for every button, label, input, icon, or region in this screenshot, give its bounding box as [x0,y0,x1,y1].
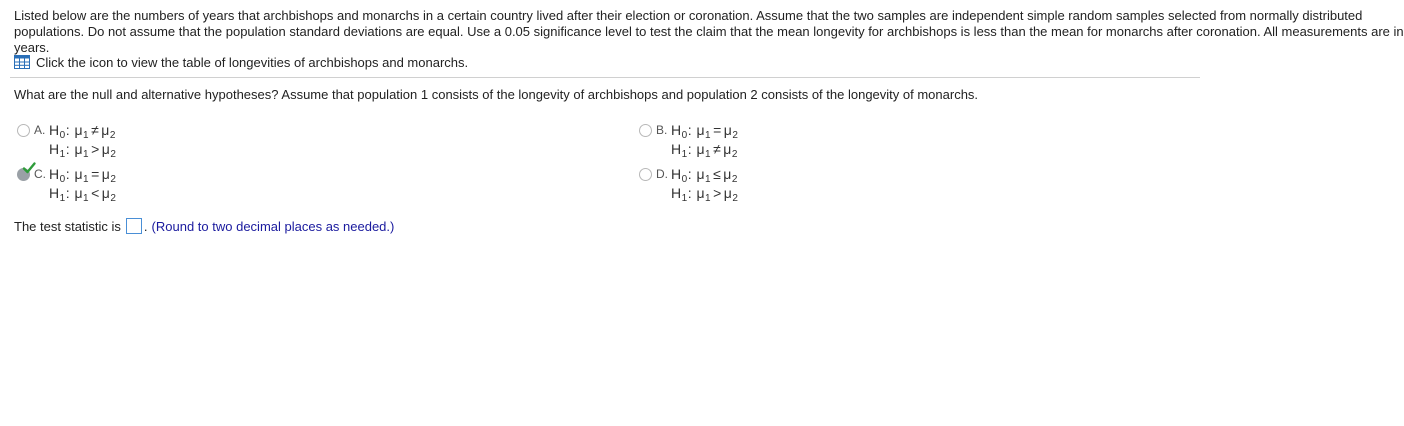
test-statistic-row [14,217,394,235]
option-d-letter: D. [656,167,668,181]
option-b-h0: $H_0$: $\mu_1 = \mu_2$ [671,122,739,141]
test-statistic-input[interactable] [126,218,142,234]
option-b-radio[interactable] [639,124,652,137]
option-a-radio[interactable] [17,124,30,137]
problem-statement [14,8,1404,56]
option-c-h0: $H_0$: $\mu_1 = \mu_2$ [49,166,117,185]
table-icon[interactable] [14,55,30,69]
option-c-letter: C. [34,167,46,181]
test-statistic-period: . [143,218,148,234]
problem-line-1: Listed below are the numbers of years that archbishops and monarchs in a certain country lived after their election or coronation. Assume that the two samples are independent simple random samples selected from normally distributed [14,8,1363,23]
problem-line-3: years. [14,40,50,55]
option-b-letter: B. [656,123,668,137]
option-d-h0: $H_0$: $\mu_1 \le \mu_2$ [671,166,738,185]
option-b-h1: $H_1$: $\mu_1 \ne \mu_2$ [671,141,738,160]
option-d-radio[interactable] [639,168,652,181]
option-a-letter: A. [34,123,46,137]
option-c-h1: $H_1$: $\mu_1 < \mu_2$ [49,185,117,204]
option-d-h1: $H_1$: $\mu_1 > \mu_2$ [671,185,739,204]
view-table-label[interactable]: Click the icon to view the table of longevities of archbishops and monarchs. [36,54,469,70]
option-a-h0: $H_0$: $\mu_1 \ne \mu_2$ [49,122,116,141]
divider [10,77,1200,78]
rounding-instruction: (Round to two decimal places as needed.) [151,218,395,234]
view-table-link[interactable] [14,54,468,70]
question-text: What are the null and alternative hypotheses? Assume that population 1 consists of the longevity of archbishops and population 2 consists of the longevity of monarchs. [14,87,979,102]
option-a-h1: $H_1$: $\mu_1 > \mu_2$ [49,141,117,160]
test-statistic-label: The test statistic is [14,218,121,234]
problem-line-2: populations. Do not assume that the population standard deviations are equal. Use a 0.05 significance level to test the claim that the mean longevity for archbishops is less than the mean for monarchs after coronation. All measurements are in [14,24,1404,39]
